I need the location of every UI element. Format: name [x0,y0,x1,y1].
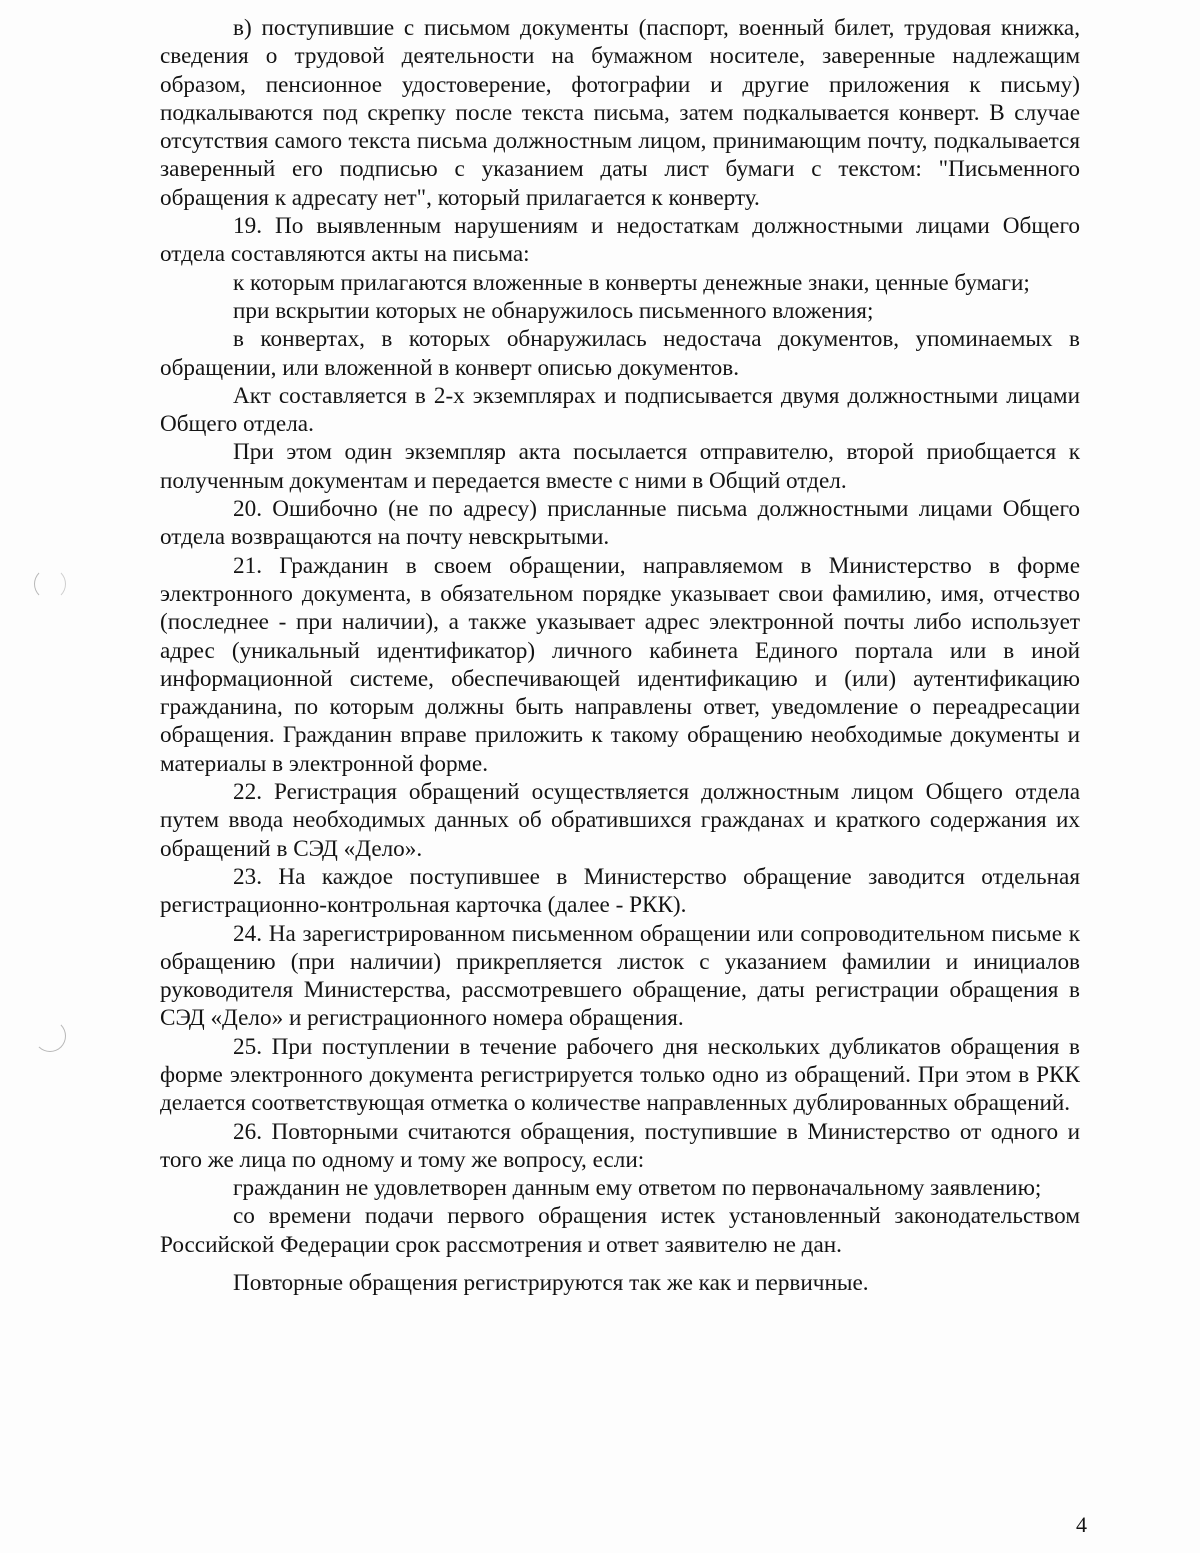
paragraph-19-item-no-enclosure: при вскрытии которых не обнаружилось письменного вложения; [233,297,874,324]
paragraph-22: 22. Регистрация обращений осуществляется должностным лицом Общего отдела путем ввода необходимых данных об обратившихся гражданах и краткого содержания их обращений в СЭД «Дело». [160,779,1080,862]
paragraph-24: 24. На зарегистрированном письменном обращении или сопроводительном письме к обращению (при наличии) прикрепляется листок с указанием фамилии и инициалов руководителя Министерства, рассмотревшего обращение, даты регистрации обращения в СЭД «Дело» и регистрационного номера обращения. [160,920,1080,1032]
paragraph-19-item-securities: к которым прилагаются вложенные в конверты денежные знаки, ценные бумаги; [233,269,1030,296]
paragraph-19-act-copies: Акт составляется в 2-х экземплярах и подписывается двумя должностными лицами Общего отдела. [160,382,1080,438]
paragraph-19-item-shortage: в конвертах, в которых обнаружилась недостача документов, упоминаемых в обращении, или вложенной в конверт описью документов. [160,326,1080,381]
page-number: 4 [1076,1512,1087,1537]
document-body [160,14,1080,1297]
paragraph-26: 26. Повторными считаются обращения, поступившие в Министерство от одного и того же лица по одному и тому же вопросу, если: [160,1118,1080,1173]
paragraph-18-v: в) поступившие с письмом документы (паспорт, военный билет, трудовая книжка, сведения о трудовой деятельности на бумажном носителе, заверенные надлежащим образом, пенсионное удостоверение, фотографии и другие приложения к письму) подкалываются под скрепку после текста письма, затем подкалывается конверт. В случае отсутствия самого текста письма должностным лицом, принимающим почту, подкалывается заверенный его подписью с указанием даты лист бумаги с текстом: "Письменного обращения к адресату нет", который прилагается к конверту. [160,15,1080,211]
paragraph-20: 20. Ошибочно (не по адресу) присланные письма должностными лицами Общего отдела возвращаются на почту невскрытыми. [160,496,1080,551]
punch-hole-mark [34,568,66,600]
paragraph-21: 21. Гражданин в своем обращении, направляемом в Министерство в форме электронного документа, в обязательном порядке указывает свои фамилию, имя, отчество (последнее - при наличии), а также указывает адрес электронной почты либо использует адрес (уникальный идентификатор) личного кабинета Единого портала или в иной информационной системе, обеспечивающей идентификацию и (или) аутентификацию гражданина, по которым должны быть направлены ответ, уведомление о переадресации обращения. Гражданин вправе приложить к такому обращению необходимые документы и материалы в электронной форме. [160,552,1080,777]
punch-hole-mark [34,1020,66,1052]
paragraph-26-closing: Повторные обращения регистрируются так же как и первичные. [233,1270,869,1297]
paragraph-26-item-deadline: со времени подачи первого обращения истек установленный законодательством Российской Федерации срок рассмотрения и ответ заявителю не дан. [160,1203,1080,1258]
paragraph-19: 19. По выявленным нарушениям и недостаткам должностными лицами Общего отдела составляются акты на письма: [160,213,1080,268]
paragraph-25: 25. При поступлении в течение рабочего дня нескольких дубликатов обращения в форме электронного документа регистрируется только одно из обращений. При этом в РКК делается соответствующая отметка о количестве направленных дублированных обращений. [160,1033,1080,1117]
paragraph-23: 23. На каждое поступившее в Министерство обращение заводится отдельная регистрационно-контрольная карточка (далее - РКК). [160,863,1080,919]
paragraph-19-act-distribution: При этом один экземпляр акта посылается отправителю, второй приобщается к полученным документам и передается вместе с ними в Общий отдел. [160,439,1080,494]
paragraph-26-item-unsatisfied: гражданин не удовлетворен данным ему ответом по первоначальному заявлению; [233,1175,1042,1202]
